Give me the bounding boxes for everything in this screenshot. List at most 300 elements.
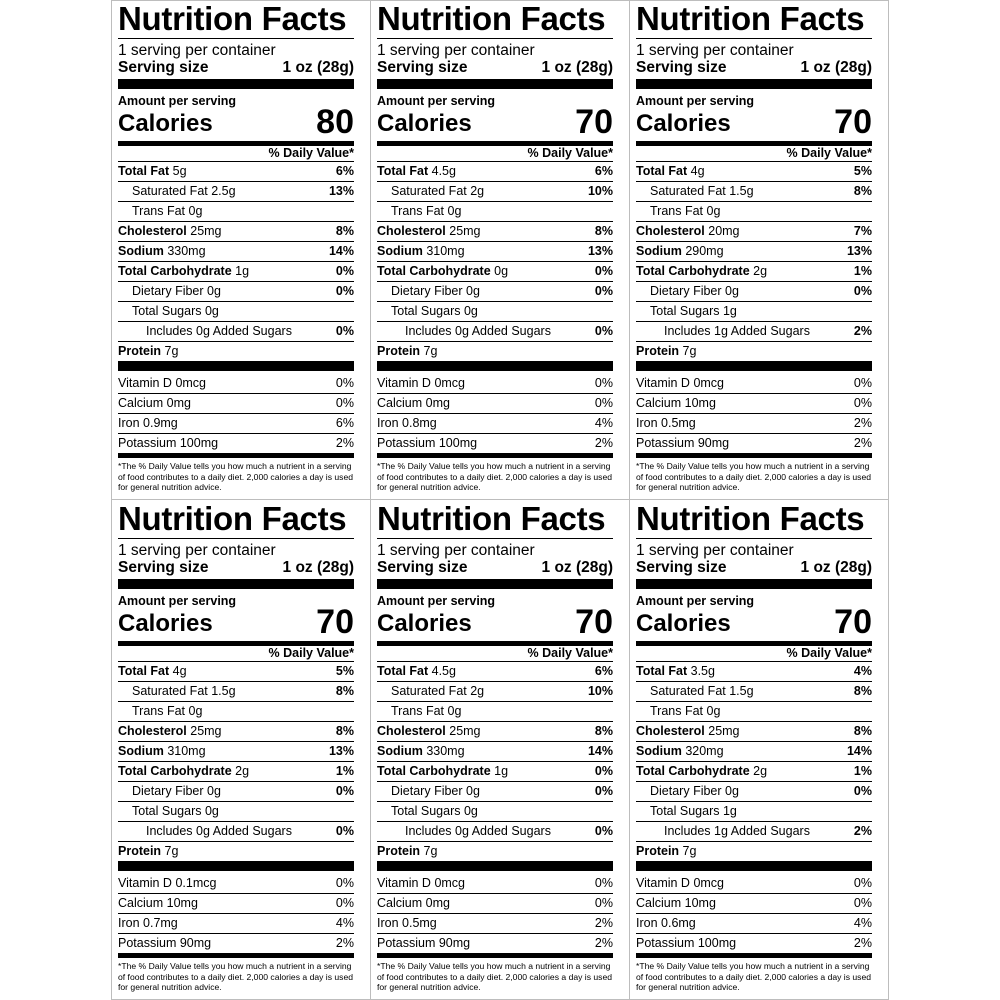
- dietary-fiber-dv: 0%: [335, 784, 354, 798]
- footnote: *The % Daily Value tells you how much a nutrient in a serving of food contributes to a daily diet. 2,000 calories a day is used for general nutrition advice.: [118, 461, 354, 492]
- vitamin-d-row: [118, 374, 354, 393]
- total-carbohydrate-dv: 0%: [335, 264, 354, 278]
- vitamin-d-label: Vitamin D: [377, 876, 431, 890]
- total-carbohydrate-dv: 0%: [594, 764, 613, 778]
- added-sugars-dv: 2%: [853, 824, 872, 838]
- vitamin-d-amount: 0mcg: [430, 376, 466, 390]
- medium-divider: [118, 453, 354, 458]
- serving-size-value: 1 oz (28g): [541, 559, 613, 576]
- cholesterol-row: [636, 221, 872, 241]
- medium-divider: [636, 953, 872, 958]
- vitamin-d-dv: 0%: [594, 876, 613, 890]
- label-title: Nutrition Facts: [377, 0, 606, 37]
- iron-label: Iron: [118, 416, 140, 430]
- calcium-row: [636, 393, 872, 413]
- saturated-fat-dv: 8%: [853, 184, 872, 198]
- protein-label: Protein: [377, 344, 421, 358]
- total-fat-dv: 6%: [335, 164, 354, 178]
- trans-fat-label: Trans Fat 0g: [132, 204, 203, 218]
- total-fat-amount: 4.5g: [428, 664, 456, 678]
- total-sugars-label: Total Sugars: [391, 304, 461, 318]
- added-sugars-dv: 2%: [853, 324, 872, 338]
- potassium-dv: 2%: [335, 436, 354, 450]
- calcium-amount: 10mg: [681, 896, 716, 910]
- saturated-fat-dv: 8%: [335, 684, 354, 698]
- protein-label: Protein: [118, 844, 162, 858]
- iron-row: [636, 913, 872, 933]
- dietary-fiber-row: [636, 781, 872, 801]
- calories-label: Calories: [377, 110, 472, 137]
- cholesterol-amount: 25mg: [445, 724, 481, 738]
- nutrition-facts-panel: [372, 0, 618, 492]
- saturated-fat-row: [636, 681, 872, 701]
- total-sugars-row: [118, 801, 354, 821]
- sodium-label: Sodium: [377, 744, 423, 758]
- total-carbohydrate-amount: 2g: [749, 764, 768, 778]
- potassium-amount: 90mg: [694, 436, 730, 450]
- total-sugars-amount: 1g: [719, 804, 737, 818]
- calcium-label: Calcium: [118, 396, 164, 410]
- trans-fat-row: [377, 201, 613, 221]
- calcium-amount: 0mg: [163, 396, 191, 410]
- calcium-row: [377, 893, 613, 913]
- calcium-row: [118, 393, 354, 413]
- calcium-dv: 0%: [853, 396, 872, 410]
- potassium-dv: 2%: [594, 936, 613, 950]
- vitamin-d-dv: 0%: [594, 376, 613, 390]
- total-carbohydrate-label: Total Carbohydrate: [118, 264, 232, 278]
- dietary-fiber-amount: 0g: [721, 784, 739, 798]
- sodium-row: [377, 241, 613, 261]
- iron-amount: 0.8mg: [398, 416, 437, 430]
- total-fat-label: Total Fat: [636, 664, 688, 678]
- footnote: *The % Daily Value tells you how much a nutrient in a serving of food contributes to a daily diet. 2,000 calories a day is used for general nutrition advice.: [636, 461, 872, 492]
- total-sugars-label: Total Sugars: [391, 804, 461, 818]
- sodium-dv: 13%: [846, 244, 872, 258]
- cholesterol-amount: 25mg: [704, 724, 740, 738]
- dietary-fiber-label: Dietary Fiber: [650, 284, 722, 298]
- dietary-fiber-dv: 0%: [853, 284, 872, 298]
- iron-row: [377, 913, 613, 933]
- sodium-amount: 330mg: [163, 244, 206, 258]
- protein-amount: 7g: [420, 344, 438, 358]
- saturated-fat-dv: 13%: [328, 184, 354, 198]
- calories-label: Calories: [636, 610, 731, 637]
- cholesterol-dv: 8%: [594, 224, 613, 238]
- saturated-fat-row: [118, 681, 354, 701]
- dietary-fiber-dv: 0%: [853, 784, 872, 798]
- serving-size-row: [118, 59, 354, 77]
- sodium-amount: 310mg: [422, 244, 465, 258]
- added-sugars-row: [118, 821, 354, 841]
- dietary-fiber-row: [636, 281, 872, 301]
- potassium-amount: 100mg: [694, 936, 737, 950]
- saturated-fat-label: Saturated Fat: [650, 684, 726, 698]
- vitamin-d-label: Vitamin D: [636, 876, 690, 890]
- saturated-fat-amount: 1.5g: [725, 184, 754, 198]
- thick-divider: [377, 79, 613, 89]
- calcium-dv: 0%: [594, 396, 613, 410]
- amount-per-serving: Amount per serving: [118, 594, 237, 608]
- calcium-label: Calcium: [377, 396, 423, 410]
- added-sugars-dv: 0%: [335, 824, 354, 838]
- calories-label: Calories: [377, 610, 472, 637]
- vitamin-d-dv: 0%: [335, 876, 354, 890]
- potassium-label: Potassium: [636, 936, 695, 950]
- serving-size-label: Serving size: [377, 59, 468, 76]
- sodium-label: Sodium: [118, 744, 164, 758]
- iron-row: [118, 413, 354, 433]
- added-sugars-row: [377, 821, 613, 841]
- saturated-fat-dv: 10%: [587, 684, 613, 698]
- daily-value-header: % Daily Value*: [268, 646, 354, 660]
- added-sugars-label: Includes 1g Added Sugars: [664, 324, 810, 338]
- cholesterol-label: Cholesterol: [636, 224, 705, 238]
- calories-value: 70: [834, 103, 872, 141]
- dietary-fiber-dv: 0%: [335, 284, 354, 298]
- sodium-amount: 290mg: [681, 244, 724, 258]
- trans-fat-label: Trans Fat 0g: [391, 204, 462, 218]
- calories-label: Calories: [118, 610, 213, 637]
- calories-row: [377, 103, 613, 141]
- cholesterol-dv: 8%: [594, 724, 613, 738]
- serving-size-value: 1 oz (28g): [282, 59, 354, 76]
- potassium-dv: 2%: [853, 436, 872, 450]
- serving-size-label: Serving size: [118, 559, 209, 576]
- label-title: Nutrition Facts: [636, 0, 865, 37]
- vitamin-d-dv: 0%: [853, 876, 872, 890]
- vitamin-d-label: Vitamin D: [118, 876, 172, 890]
- trans-fat-label: Trans Fat 0g: [650, 704, 721, 718]
- total-carbohydrate-row: [636, 261, 872, 281]
- thick-divider: [377, 361, 613, 371]
- calories-row: [636, 103, 872, 141]
- iron-label: Iron: [377, 916, 399, 930]
- potassium-label: Potassium: [118, 436, 177, 450]
- nutrition-facts-panel: [631, 0, 877, 492]
- footnote: *The % Daily Value tells you how much a nutrient in a serving of food contributes to a daily diet. 2,000 calories a day is used for general nutrition advice.: [377, 961, 613, 992]
- trans-fat-row: [118, 201, 354, 221]
- dietary-fiber-label: Dietary Fiber: [391, 284, 463, 298]
- serving-size-value: 1 oz (28g): [282, 559, 354, 576]
- potassium-row: [377, 933, 613, 953]
- dietary-fiber-row: [377, 281, 613, 301]
- total-sugars-amount: 1g: [719, 304, 737, 318]
- potassium-label: Potassium: [118, 936, 177, 950]
- calcium-label: Calcium: [636, 396, 682, 410]
- iron-label: Iron: [636, 416, 658, 430]
- total-carbohydrate-dv: 1%: [335, 764, 354, 778]
- cholesterol-row: [118, 221, 354, 241]
- sodium-label: Sodium: [636, 244, 682, 258]
- sodium-row: [118, 741, 354, 761]
- dietary-fiber-label: Dietary Fiber: [132, 784, 204, 798]
- protein-amount: 7g: [161, 844, 179, 858]
- thick-divider: [636, 861, 872, 871]
- protein-row: [636, 841, 872, 861]
- calcium-amount: 10mg: [681, 396, 716, 410]
- serving-size-label: Serving size: [377, 559, 468, 576]
- potassium-row: [377, 433, 613, 453]
- calories-row: [636, 603, 872, 641]
- potassium-amount: 100mg: [176, 436, 219, 450]
- thick-divider: [636, 579, 872, 589]
- added-sugars-label: Includes 0g Added Sugars: [146, 324, 292, 338]
- saturated-fat-row: [118, 181, 354, 201]
- calcium-amount: 0mg: [422, 396, 450, 410]
- servings-per-container: 1 serving per container: [636, 542, 794, 559]
- calories-row: [118, 603, 354, 641]
- saturated-fat-label: Saturated Fat: [650, 184, 726, 198]
- protein-amount: 7g: [420, 844, 438, 858]
- saturated-fat-amount: 2.5g: [207, 184, 236, 198]
- cholesterol-row: [377, 721, 613, 741]
- serving-size-row: [118, 559, 354, 577]
- trans-fat-label: Trans Fat 0g: [391, 704, 462, 718]
- calcium-amount: 10mg: [163, 896, 198, 910]
- total-fat-row: [118, 661, 354, 681]
- added-sugars-dv: 0%: [594, 324, 613, 338]
- protein-label: Protein: [636, 344, 680, 358]
- vitamin-d-label: Vitamin D: [636, 376, 690, 390]
- calories-value: 70: [316, 603, 354, 641]
- iron-dv: 4%: [335, 916, 354, 930]
- cholesterol-label: Cholesterol: [118, 724, 187, 738]
- calcium-row: [377, 393, 613, 413]
- amount-per-serving: Amount per serving: [377, 594, 496, 608]
- vitamin-d-row: [118, 874, 354, 893]
- serving-size-value: 1 oz (28g): [541, 59, 613, 76]
- total-sugars-label: Total Sugars: [650, 804, 720, 818]
- divider: [118, 538, 354, 539]
- footnote: *The % Daily Value tells you how much a nutrient in a serving of food contributes to a daily diet. 2,000 calories a day is used for general nutrition advice.: [118, 961, 354, 992]
- cholesterol-amount: 20mg: [704, 224, 740, 238]
- divider: [118, 38, 354, 39]
- potassium-dv: 2%: [335, 936, 354, 950]
- calories-row: [118, 103, 354, 141]
- servings-per-container: 1 serving per container: [118, 42, 276, 59]
- protein-amount: 7g: [161, 344, 179, 358]
- iron-amount: 0.6mg: [657, 916, 696, 930]
- protein-row: [377, 341, 613, 361]
- trans-fat-label: Trans Fat 0g: [650, 204, 721, 218]
- thick-divider: [118, 579, 354, 589]
- iron-amount: 0.5mg: [398, 916, 437, 930]
- total-fat-row: [636, 161, 872, 181]
- serving-size-label: Serving size: [118, 59, 209, 76]
- iron-row: [636, 413, 872, 433]
- vitamin-d-dv: 0%: [853, 376, 872, 390]
- total-sugars-row: [636, 801, 872, 821]
- total-sugars-amount: 0g: [460, 804, 478, 818]
- calories-value: 70: [575, 103, 613, 141]
- trans-fat-row: [118, 701, 354, 721]
- iron-amount: 0.5mg: [657, 416, 696, 430]
- divider: [377, 38, 613, 39]
- vitamin-d-row: [636, 874, 872, 893]
- saturated-fat-label: Saturated Fat: [391, 184, 467, 198]
- calcium-dv: 0%: [853, 896, 872, 910]
- added-sugars-dv: 0%: [594, 824, 613, 838]
- thick-divider: [377, 861, 613, 871]
- vitamin-d-row: [636, 374, 872, 393]
- potassium-label: Potassium: [377, 436, 436, 450]
- cholesterol-row: [118, 721, 354, 741]
- trans-fat-row: [636, 701, 872, 721]
- potassium-amount: 90mg: [176, 936, 212, 950]
- cholesterol-dv: 7%: [853, 224, 872, 238]
- total-sugars-label: Total Sugars: [132, 804, 202, 818]
- sodium-dv: 13%: [328, 744, 354, 758]
- servings-per-container: 1 serving per container: [377, 42, 535, 59]
- iron-dv: 2%: [853, 416, 872, 430]
- total-fat-label: Total Fat: [377, 164, 429, 178]
- sodium-dv: 14%: [587, 744, 613, 758]
- serving-size-row: [377, 559, 613, 577]
- cholesterol-amount: 25mg: [186, 724, 222, 738]
- saturated-fat-amount: 1.5g: [207, 684, 236, 698]
- dietary-fiber-row: [377, 781, 613, 801]
- medium-divider: [377, 953, 613, 958]
- nutrition-facts-panel: [113, 500, 359, 992]
- protein-label: Protein: [118, 344, 162, 358]
- amount-per-serving: Amount per serving: [377, 94, 496, 108]
- calcium-amount: 0mg: [422, 896, 450, 910]
- iron-row: [118, 913, 354, 933]
- total-carbohydrate-dv: 1%: [853, 764, 872, 778]
- sodium-label: Sodium: [118, 244, 164, 258]
- vitamin-d-amount: 0mcg: [171, 376, 207, 390]
- medium-divider: [377, 453, 613, 458]
- total-carbohydrate-row: [118, 261, 354, 281]
- label-title: Nutrition Facts: [118, 500, 347, 537]
- total-fat-row: [377, 161, 613, 181]
- added-sugars-label: Includes 0g Added Sugars: [146, 824, 292, 838]
- total-carbohydrate-row: [377, 261, 613, 281]
- protein-amount: 7g: [679, 344, 697, 358]
- amount-per-serving: Amount per serving: [636, 594, 755, 608]
- protein-row: [636, 341, 872, 361]
- potassium-label: Potassium: [377, 936, 436, 950]
- potassium-amount: 90mg: [435, 936, 471, 950]
- sodium-row: [377, 741, 613, 761]
- total-fat-label: Total Fat: [118, 164, 170, 178]
- thick-divider: [118, 361, 354, 371]
- iron-dv: 4%: [853, 916, 872, 930]
- dietary-fiber-dv: 0%: [594, 784, 613, 798]
- total-fat-dv: 5%: [853, 164, 872, 178]
- trans-fat-label: Trans Fat 0g: [132, 704, 203, 718]
- vitamin-d-label: Vitamin D: [377, 376, 431, 390]
- cholesterol-amount: 25mg: [445, 224, 481, 238]
- saturated-fat-label: Saturated Fat: [132, 684, 208, 698]
- total-carbohydrate-amount: 0g: [490, 264, 509, 278]
- cholesterol-row: [377, 221, 613, 241]
- dietary-fiber-dv: 0%: [594, 284, 613, 298]
- daily-value-header: % Daily Value*: [786, 646, 872, 660]
- vitamin-d-row: [377, 374, 613, 393]
- serving-size-value: 1 oz (28g): [800, 59, 872, 76]
- thick-divider: [118, 861, 354, 871]
- vitamin-d-amount: 0mcg: [430, 876, 466, 890]
- sodium-amount: 310mg: [163, 744, 206, 758]
- saturated-fat-label: Saturated Fat: [132, 184, 208, 198]
- added-sugars-label: Includes 0g Added Sugars: [405, 824, 551, 838]
- serving-size-row: [636, 559, 872, 577]
- total-sugars-label: Total Sugars: [132, 304, 202, 318]
- serving-size-label: Serving size: [636, 559, 727, 576]
- iron-dv: 4%: [594, 416, 613, 430]
- sodium-amount: 320mg: [681, 744, 724, 758]
- iron-amount: 0.7mg: [139, 916, 178, 930]
- vitamin-d-amount: 0mcg: [689, 376, 725, 390]
- potassium-row: [118, 433, 354, 453]
- daily-value-header: % Daily Value*: [268, 146, 354, 160]
- total-sugars-row: [377, 301, 613, 321]
- calcium-label: Calcium: [636, 896, 682, 910]
- total-fat-label: Total Fat: [118, 664, 170, 678]
- potassium-dv: 2%: [853, 936, 872, 950]
- cholesterol-amount: 25mg: [186, 224, 222, 238]
- dietary-fiber-label: Dietary Fiber: [132, 284, 204, 298]
- total-fat-amount: 3.5g: [687, 664, 715, 678]
- saturated-fat-dv: 10%: [587, 184, 613, 198]
- total-fat-amount: 4g: [687, 164, 705, 178]
- cholesterol-label: Cholesterol: [636, 724, 705, 738]
- potassium-dv: 2%: [594, 436, 613, 450]
- sodium-dv: 14%: [846, 744, 872, 758]
- potassium-row: [636, 933, 872, 953]
- total-sugars-amount: 0g: [201, 804, 219, 818]
- total-carbohydrate-amount: 1g: [490, 764, 509, 778]
- medium-divider: [118, 953, 354, 958]
- total-fat-dv: 6%: [594, 164, 613, 178]
- total-carbohydrate-label: Total Carbohydrate: [377, 264, 491, 278]
- sodium-label: Sodium: [377, 244, 423, 258]
- calcium-dv: 0%: [335, 396, 354, 410]
- dietary-fiber-amount: 0g: [203, 284, 221, 298]
- saturated-fat-row: [377, 181, 613, 201]
- calories-value: 70: [834, 603, 872, 641]
- servings-per-container: 1 serving per container: [377, 542, 535, 559]
- calories-label: Calories: [636, 110, 731, 137]
- iron-label: Iron: [118, 916, 140, 930]
- cholesterol-dv: 8%: [853, 724, 872, 738]
- calcium-dv: 0%: [594, 896, 613, 910]
- calories-value: 80: [316, 103, 354, 141]
- dietary-fiber-amount: 0g: [462, 284, 480, 298]
- calories-label: Calories: [118, 110, 213, 137]
- total-sugars-row: [118, 301, 354, 321]
- saturated-fat-amount: 1.5g: [725, 684, 754, 698]
- saturated-fat-row: [636, 181, 872, 201]
- total-sugars-row: [377, 801, 613, 821]
- amount-per-serving: Amount per serving: [118, 94, 237, 108]
- servings-per-container: 1 serving per container: [118, 542, 276, 559]
- cholesterol-dv: 8%: [335, 724, 354, 738]
- dietary-fiber-label: Dietary Fiber: [650, 784, 722, 798]
- added-sugars-row: [377, 321, 613, 341]
- divider: [636, 38, 872, 39]
- total-fat-dv: 5%: [335, 664, 354, 678]
- saturated-fat-amount: 2g: [466, 184, 485, 198]
- total-fat-label: Total Fat: [377, 664, 429, 678]
- total-fat-dv: 6%: [594, 664, 613, 678]
- thick-divider: [377, 579, 613, 589]
- total-fat-row: [636, 661, 872, 681]
- vitamin-d-amount: 0.1mcg: [171, 876, 217, 890]
- iron-dv: 2%: [594, 916, 613, 930]
